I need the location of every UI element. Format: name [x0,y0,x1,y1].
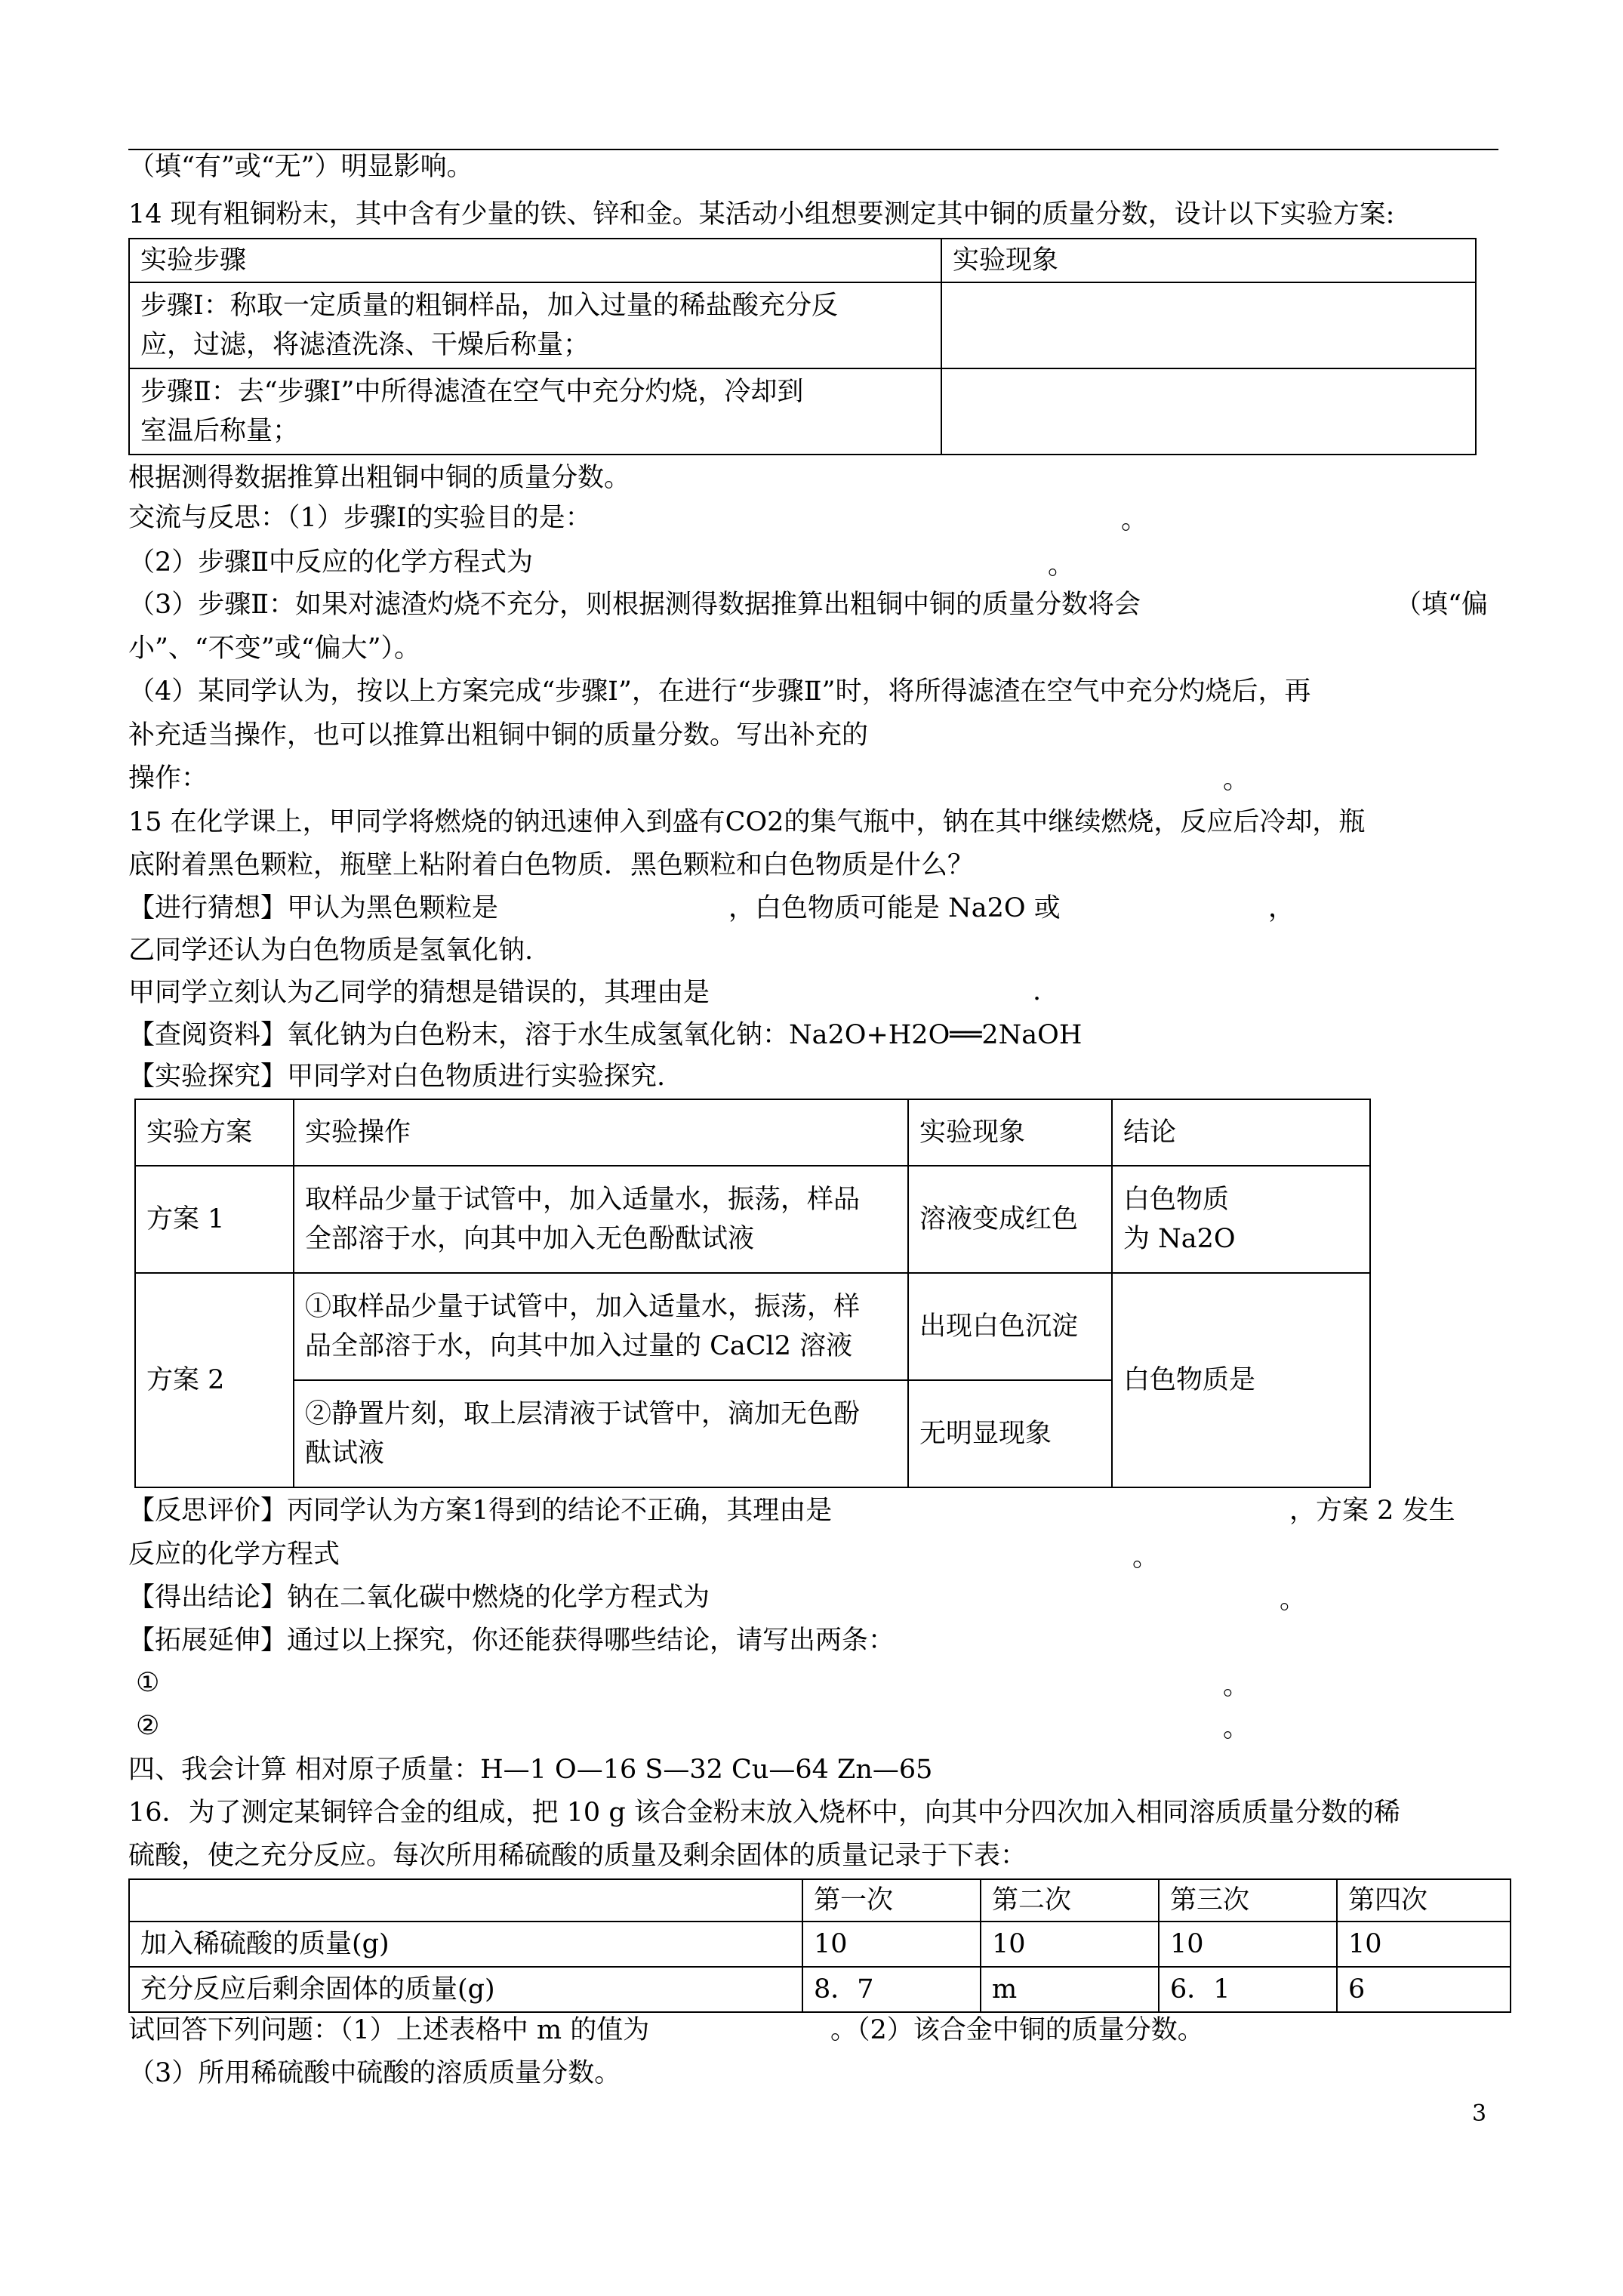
table-cell: 10 [981,1922,1159,1967]
text-line: ， [1268,893,1295,923]
table-cell: ②静置片刻，取上层清液于试管中，滴加无色酚 酞试液 [294,1380,908,1487]
text-line: ② [136,1711,160,1741]
text-line: ，方案 2 发生 [1289,1496,1455,1526]
q15-intro: 15 在化学课上，甲同学将燃烧的钠迅速伸入到盛有CO2的集气瓶中，钠在其中继续燃烧，反应后冷却，瓶 [128,807,1366,837]
text-line: （填“偏 [1395,590,1488,620]
text-line: （3）步骤Ⅱ：如果对滤渣灼烧不充分，则根据测得数据推算出粗铜中铜的质量分数将会 [128,590,1141,620]
text-line: 【进行猜想】甲认为黑色颗粒是 [128,893,499,923]
table-cell: 步骤Ⅱ：去“步骤Ⅰ”中所得滤渣在空气中充分灼烧，冷却到 室温后称量； [129,368,941,455]
table-cell: 6．1 [1159,1967,1337,2012]
text-line: 底附着黑色颗粒，瓶壁上粘附着白色物质．黑色颗粒和白色物质是什么？ [128,850,975,880]
table-cell: 白色物质 为 Na2O [1112,1166,1370,1273]
table-cell: 无明显现象 [908,1380,1112,1487]
table-cell: 方案 2 [135,1273,294,1487]
table-cell [941,368,1476,455]
table-header [129,1879,802,1922]
table-header: 第一次 [802,1879,981,1922]
text-line: 【得出结论】钠在二氧化碳中燃烧的化学方程式为 [128,1583,710,1613]
table-header: 实验步骤 [129,239,941,282]
q14-intro: 14 现有粗铜粉末，其中含有少量的铁、锌和金。某活动小组想要测定其中铜的质量分数，设计以下实验方案: [128,199,1395,230]
table-cell: 取样品少量于试管中，加入适量水，振荡，样品 全部溶于水，向其中加入无色酚酞试液 [294,1166,908,1273]
text-line: （2）步骤Ⅱ中反应的化学方程式为 [128,547,534,578]
text-line: （4）某同学认为，按以上方案完成“步骤Ⅰ”，在进行“步骤Ⅱ”时，将所得滤渣在空气中充分灼烧后，再 [128,676,1311,707]
table-cell: 步骤Ⅰ：称取一定质量的粗铜样品，加入过量的稀盐酸充分反 应，过滤，将滤渣洗涤、干燥后称量； [129,282,941,368]
q16-table [128,1878,1511,2013]
text-line: 甲同学立刻认为乙同学的猜想是错误的，其理由是 [128,978,710,1008]
table-header: 结论 [1112,1099,1370,1166]
line-end: 。 [1048,550,1075,581]
text-line: ，白色物质可能是 Na2O 或 [728,893,1061,923]
table-cell: m [981,1967,1159,2012]
table-header: 第二次 [981,1879,1159,1922]
q15-table [134,1099,1371,1488]
line-end: 。 [1132,1542,1160,1573]
table-cell: 10 [1337,1922,1511,1967]
table-cell: 8．7 [802,1967,981,2012]
table-cell: 溶液变成红色 [908,1166,1112,1273]
text-line: 【反思评价】丙同学认为方案1得到的结论不正确，其理由是 [128,1496,833,1526]
text-line: 操作： [128,763,208,794]
table-header: 实验方案 [135,1099,294,1166]
text-line: 【查阅资料】氧化钠为白色粉末，溶于水生成氢氧化钠：Na2O+H2O══2NaOH [128,1020,1083,1050]
text-line: 补充适当操作，也可以推算出粗铜中铜的质量分数。写出补充的 [128,720,869,750]
text-line: 【拓展延伸】通过以上探究，你还能获得哪些结论，请写出两条： [128,1626,895,1656]
table-header: 实验现象 [941,239,1476,282]
section-heading: 四、我会计算 相对原子质量：H—1 O—16 S—32 Cu—64 Zn—65 [128,1755,933,1785]
text-line: 。（2）该合金中铜的质量分数。 [830,2015,1204,2045]
line-end: 。 [1280,1585,1307,1615]
line-end: . [1033,976,1042,1006]
text-line: 小”、“不变”或“偏大”）。 [128,633,420,664]
text-line: 根据测得数据推算出粗铜中铜的质量分数。 [128,463,631,493]
table-cell [941,282,1476,368]
q14-table [128,238,1477,455]
table-cell: 加入稀硫酸的质量(g) [129,1922,802,1967]
table-cell: ①取样品少量于试管中，加入适量水，振荡，样 品全部溶于水，向其中加入过量的 CaCl2 溶液 [294,1273,908,1380]
table-header: 第三次 [1159,1879,1337,1922]
table-cell: 10 [802,1922,981,1967]
table-cell: 充分反应后剩余固体的质量(g) [129,1967,802,2012]
table-cell: 10 [1159,1922,1337,1967]
text-line: （填“有”或“无”）明显影响。 [128,152,473,182]
line-end: 。 [1121,505,1148,535]
text-line: （3）所用稀硫酸中硫酸的溶质质量分数。 [128,2058,621,2088]
text-line: 【实验探究】甲同学对白色物质进行实验探究. [128,1062,666,1092]
text-line: 反应的化学方程式 [128,1539,340,1570]
text-line: 交流与反思：（1）步骤Ⅰ的实验目的是： [128,503,592,533]
text-line: 硫酸，使之充分反应。每次所用稀硫酸的质量及剩余固体的质量记录于下表： [128,1841,1027,1871]
text-line: ① [136,1668,160,1698]
table-cell: 6 [1337,1967,1511,2012]
table-cell: 出现白色沉淀 [908,1273,1112,1380]
text-line: 乙同学还认为白色物质是氢氧化钠. [128,935,534,966]
line-end: 。 [1223,1671,1250,1701]
q16-intro: 16．为了测定某铜锌合金的组成，把 10 g 该合金粉末放入烧杯中，向其中分四次加入相同溶质质量分数的稀 [128,1798,1400,1828]
table-header: 第四次 [1337,1879,1511,1922]
table-header: 实验现象 [908,1099,1112,1166]
line-end: 。 [1223,765,1250,795]
text-line: 试回答下列问题：（1）上述表格中 m 的值为 [128,2015,650,2045]
table-cell: 白色物质是 [1112,1273,1370,1487]
page-number: 3 [1472,2100,1487,2127]
table-cell: 方案 1 [135,1166,294,1273]
header-rule [128,149,1498,150]
line-end: 。 [1223,1713,1250,1743]
table-header: 实验操作 [294,1099,908,1166]
